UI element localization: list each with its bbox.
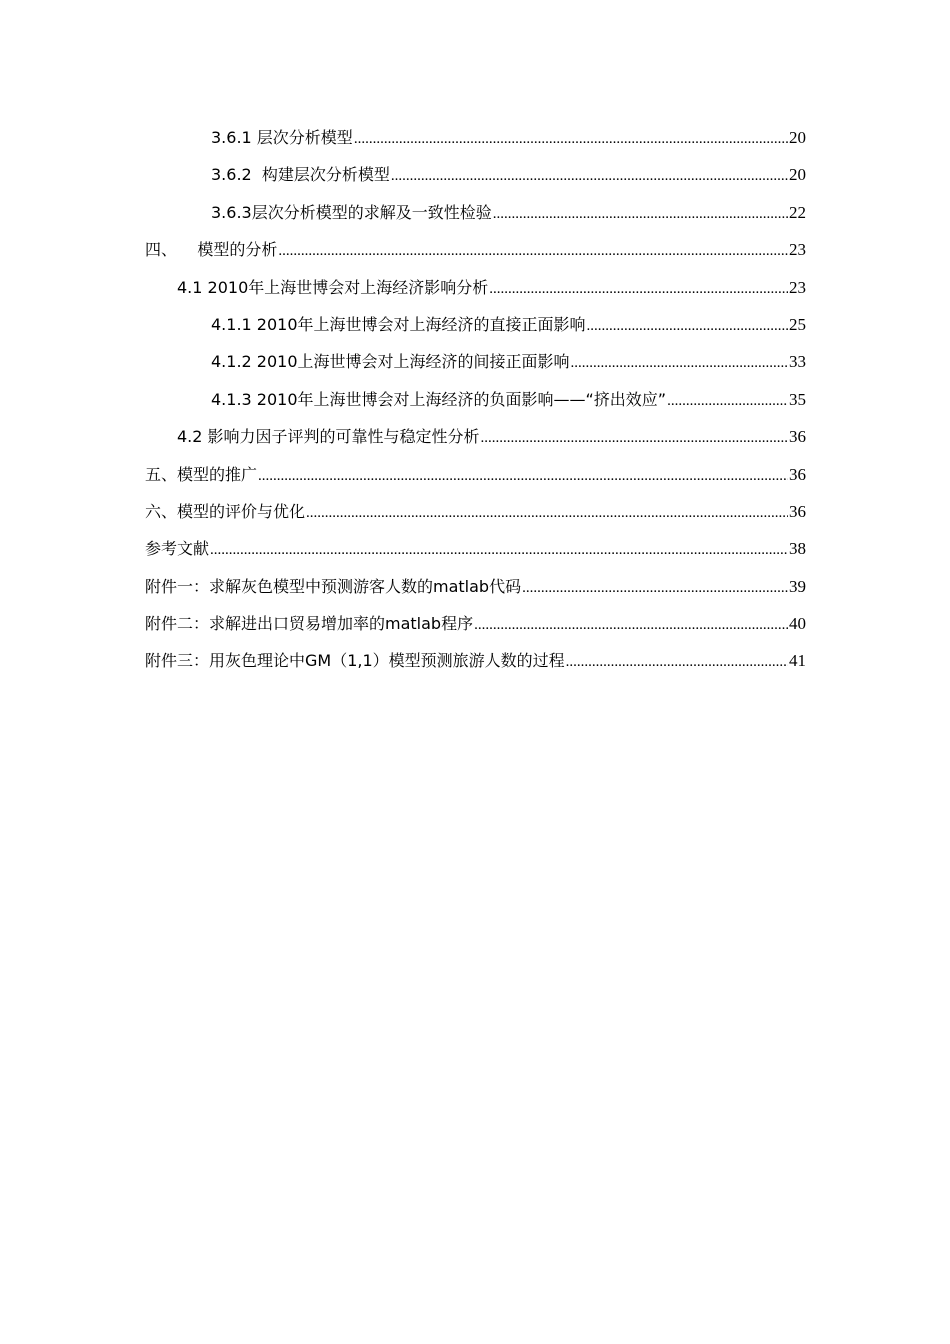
table-of-contents xyxy=(0,119,950,680)
toc-entry[interactable] xyxy=(0,493,950,530)
toc-entry[interactable] xyxy=(0,194,950,231)
toc-leader-dots xyxy=(278,233,788,270)
toc-leader-dots xyxy=(566,644,788,681)
toc-leader-dots xyxy=(391,158,788,195)
toc-page-number: 20 xyxy=(789,165,806,185)
toc-leader-dots xyxy=(489,271,788,308)
toc-entry-label: 3.6.3层次分析模型的求解及一致性检验 xyxy=(211,202,492,222)
toc-entry-label: 六、模型的评价与优化 xyxy=(145,501,306,521)
toc-page-number: 22 xyxy=(789,202,806,222)
toc-leader-dots xyxy=(354,121,788,158)
toc-entry[interactable] xyxy=(0,119,950,156)
toc-page-number: 36 xyxy=(789,501,806,521)
toc-leader-dots xyxy=(667,383,788,420)
toc-page-number: 35 xyxy=(789,389,806,409)
toc-entry[interactable] xyxy=(0,530,950,567)
toc-entry[interactable] xyxy=(0,343,950,380)
toc-entry-label: 参考文献 xyxy=(145,539,210,559)
toc-entry[interactable] xyxy=(0,642,950,679)
toc-leader-dots xyxy=(306,495,788,532)
toc-leader-dots xyxy=(493,196,788,233)
toc-page-number: 41 xyxy=(789,651,806,671)
toc-entry-label: 附件二：求解进出口贸易增加率的matlab程序 xyxy=(145,614,474,634)
toc-entry[interactable] xyxy=(0,306,950,343)
toc-entry-label: 五、模型的推广 xyxy=(145,464,258,484)
toc-page-number: 38 xyxy=(789,539,806,559)
toc-leader-dots xyxy=(571,345,788,382)
toc-entry[interactable] xyxy=(0,456,950,493)
toc-page-number: 20 xyxy=(789,128,806,147)
toc-entry[interactable] xyxy=(0,381,950,418)
toc-leader-dots xyxy=(522,570,788,607)
toc-entry-label: 附件三：用灰色理论中GM（1,1）模型预测旅游人数的过程 xyxy=(145,651,565,671)
toc-entry-label: 3.6.1 层次分析模型 xyxy=(211,128,353,147)
toc-entry-label: 4.1.1 2010年上海世博会对上海经济的直接正面影响 xyxy=(211,314,586,334)
toc-entry-label: 附件一：求解灰色模型中预测游客人数的matlab代码 xyxy=(145,576,522,596)
toc-leader-dots xyxy=(474,607,788,644)
toc-entry-label: 4.1.2 2010上海世博会对上海经济的间接正面影响 xyxy=(211,352,570,372)
toc-entry-label: 4.2 影响力因子评判的可靠性与稳定性分析 xyxy=(177,427,480,447)
toc-entry[interactable] xyxy=(0,156,950,193)
toc-entry-label: 4.1 2010年上海世博会对上海经济影响分析 xyxy=(177,277,489,297)
toc-entry-label: 4.1.3 2010年上海世博会对上海经济的负面影响——“挤出效应” xyxy=(211,389,667,409)
toc-leader-dots xyxy=(587,308,788,345)
toc-entry[interactable] xyxy=(0,418,950,455)
toc-page-number: 39 xyxy=(789,576,806,596)
toc-page-number: 36 xyxy=(789,427,806,447)
toc-page-number: 40 xyxy=(789,614,806,634)
toc-entry[interactable] xyxy=(0,231,950,268)
toc-leader-dots xyxy=(210,532,788,569)
toc-entry[interactable] xyxy=(0,568,950,605)
toc-page-number: 25 xyxy=(789,314,806,334)
toc-page-number: 36 xyxy=(789,464,806,484)
toc-page-number: 33 xyxy=(789,352,806,372)
toc-entry[interactable] xyxy=(0,269,950,306)
toc-entry[interactable] xyxy=(0,605,950,642)
toc-entry-label: 3.6.2 构建层次分析模型 xyxy=(211,165,390,185)
toc-page-number: 23 xyxy=(789,277,806,297)
toc-leader-dots xyxy=(258,458,788,495)
toc-leader-dots xyxy=(481,420,788,457)
toc-page-number: 23 xyxy=(789,240,806,260)
toc-entry-label: 四、 模型的分析 xyxy=(145,240,278,260)
